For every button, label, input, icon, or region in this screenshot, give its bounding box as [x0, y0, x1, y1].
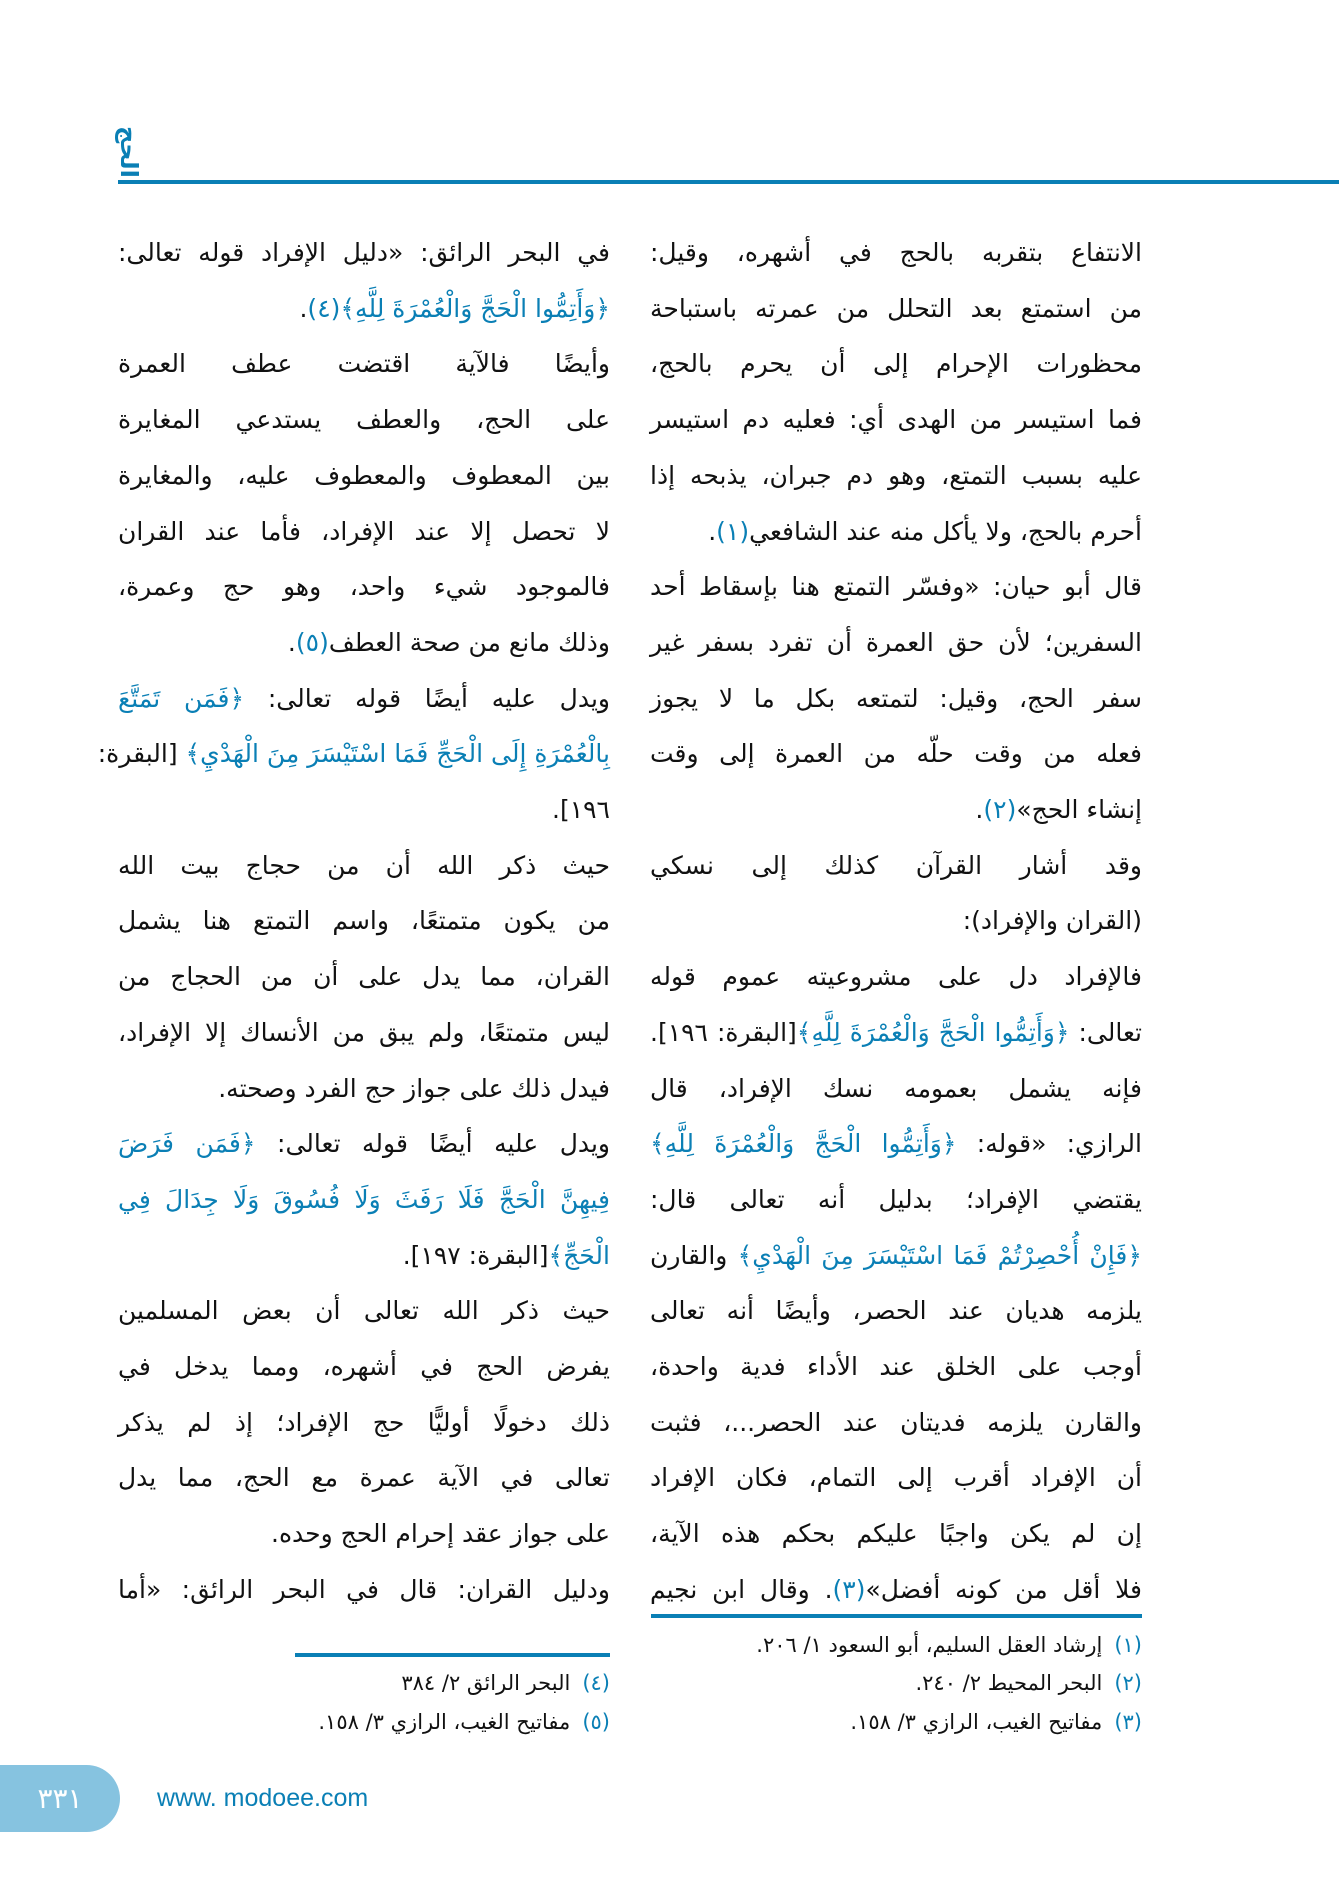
text-segment: ليس متمتعًا، ولم يبق من الأنساك إلا الإفراد،: [118, 1017, 610, 1047]
text-line: [118, 1283, 610, 1339]
text-segment: من استمتع بعد التحلل من عمرته باستباحة: [650, 293, 1142, 323]
footnote-number: (٢): [1114, 1671, 1142, 1695]
text-segment: ويدل عليه أيضًا قوله تعالى:: [244, 683, 610, 713]
text-line: [118, 1506, 610, 1562]
text-segment: فالإفراد دل على مشروعيته عموم قوله: [650, 962, 1142, 992]
text-segment: فما استيسر من الهدى أي: فعليه دم استيسر: [650, 405, 1142, 435]
text-line: [650, 448, 1142, 504]
text-segment: إن لم يكن واجبًا عليكم بحكم هذه الآية،: [650, 1519, 1142, 1549]
text-segment: قال أبو حيان: «وفسّر التمتع هنا بإسقاط أحد: [650, 572, 1142, 602]
text-segment: في البحر الرائق: «دليل الإفراد قوله تعالى:: [118, 238, 610, 267]
text-segment: إنشاء الحج»: [1016, 795, 1142, 824]
text-line: [650, 671, 1142, 727]
footnote-number: (٣): [1114, 1710, 1142, 1734]
quran-quote: ﴿فَمَن فَرَضَ: [118, 1129, 256, 1159]
text-line: [118, 838, 610, 894]
text-segment: القران، مما يدل على أن من الحجاج من: [118, 962, 610, 992]
text-line: [650, 559, 1142, 615]
footnote-text: مفاتيح الغيب، الرازي ٣/ ١٥٨.: [318, 1710, 571, 1734]
text-line: [650, 336, 1142, 392]
text-line: [118, 1061, 610, 1117]
footnote-divider-left: [295, 1653, 610, 1657]
quran-quote: (٢): [983, 795, 1017, 824]
text-line: [650, 1228, 1142, 1284]
text-line: [650, 1116, 1142, 1172]
text-segment: من يكون متمتعًا، واسم التمتع هنا يشمل: [118, 906, 610, 936]
text-segment: حيث ذكر الله تعالى أن بعض المسلمين: [118, 1296, 610, 1326]
text-segment: فالموجود شيء واحد، وهو حج وعمرة،: [118, 572, 610, 602]
text-segment: .: [708, 516, 717, 546]
text-line: [650, 1061, 1142, 1117]
text-line: [650, 726, 1142, 782]
text-line: [118, 893, 610, 949]
text-segment: أن الإفراد أقرب إلى التمام، فكان الإفراد: [650, 1463, 1142, 1493]
text-segment: أحرم بالحج، ولا يأكل منه عند الشافعي: [749, 516, 1142, 546]
text-line: [650, 1005, 1142, 1061]
text-line: [650, 893, 1142, 949]
text-line: [118, 949, 610, 1005]
footnote-text: البحر الرائق ٢/ ٣٨٤: [401, 1671, 571, 1695]
text-segment: الانتفاع بتقربه بالحج في أشهره، وقيل:: [650, 238, 1142, 267]
text-line: [118, 1005, 610, 1061]
text-segment: [البقرة: ١٩٦].: [650, 1017, 797, 1047]
footnote-divider-right: [651, 1614, 1142, 1618]
text-line: [650, 949, 1142, 1005]
text-line: [118, 615, 610, 671]
quran-quote: (٣): [832, 1574, 866, 1604]
quran-quote: (٥): [295, 627, 329, 657]
text-segment: سفر الحج، وقيل: لتمتعه بكل ما لا يجوز: [650, 683, 1142, 713]
text-segment: فعله من وقت حلّه من العمرة إلى وقت: [650, 739, 1142, 769]
text-segment: ويدل عليه أيضًا قوله تعالى:: [255, 1129, 611, 1159]
text-line: [97, 726, 610, 782]
text-segment: يقتضي الإفراد؛ بدليل أنه تعالى قال:: [650, 1184, 1142, 1214]
text-segment: فيدل ذلك على جواز حج الفرد وصحته.: [218, 1073, 610, 1103]
text-line: [650, 838, 1142, 894]
text-segment: ذلك دخولًا أوليًّا حج الإفراد؛ إذ لم يذكر: [118, 1407, 610, 1437]
header-divider: [118, 180, 1339, 184]
text-segment: محظورات الإحرام إلى أن يحرم بالحج،: [650, 349, 1142, 379]
text-segment: حيث ذكر الله أن من حجاج بيت الله: [118, 850, 610, 880]
text-segment: ١٩٦].: [552, 795, 610, 824]
text-line: [650, 1283, 1142, 1339]
footnote-text: مفاتيح الغيب، الرازي ٣/ ١٥٨.: [850, 1710, 1103, 1734]
text-segment: يفرض الحج في أشهره، ومما يدخل في: [118, 1352, 610, 1381]
text-segment: . وقال ابن نجيم: [650, 1574, 833, 1604]
quran-quote: ﴿فَإِنْ أُحْصِرْتُمْ فَمَا اسْتَيْسَرَ مِنَ الْهَدْيِ﴾: [737, 1240, 1142, 1270]
text-line: [118, 1395, 610, 1451]
text-line: [650, 1506, 1142, 1562]
quran-quote: ﴿فَمَن تَمَتَّعَ: [118, 683, 245, 713]
text-segment: وأيضًا فالآية اقتضت عطف العمرة: [118, 349, 610, 379]
text-line: [118, 281, 610, 337]
text-segment: .: [975, 795, 984, 824]
text-line: [118, 336, 610, 392]
text-line: [650, 281, 1142, 337]
footnote-text: إرشاد العقل السليم، أبو السعود ١/ ٢٠٦.: [756, 1633, 1103, 1657]
quran-quote: ﴿وَأَتِمُّوا الْحَجَّ وَالْعُمْرَةَ لِلَّهِ﴾: [796, 1017, 1070, 1047]
text-segment: وقد أشار القرآن كذلك إلى نسكي: [650, 850, 1142, 880]
text-line: [650, 225, 1142, 281]
text-line: [650, 1450, 1142, 1506]
footnote: [401, 1665, 610, 1701]
text-segment: فإنه يشمل بعمومه نسك الإفراد، قال: [650, 1073, 1142, 1103]
footnote-number: (٤): [582, 1671, 610, 1695]
text-segment: ودليل القران: قال في البحر الرائق: «أما: [118, 1574, 610, 1604]
text-line: [118, 671, 610, 727]
text-line: [118, 1172, 610, 1228]
quran-quote: فِيهِنَّ الْحَجَّ فَلَا رَفَثَ وَلَا فُسُوقَ وَلَا جِدَالَ فِي: [118, 1184, 610, 1214]
text-line: [118, 504, 610, 560]
text-line: [118, 392, 610, 448]
quran-quote: (٤): [307, 293, 341, 323]
quran-quote: بِالْعُمْرَةِ إِلَى الْحَجِّ فَمَا اسْتَيْسَرَ مِنَ الْهَدْيِ﴾: [185, 739, 610, 769]
text-line: [650, 1562, 1142, 1618]
text-segment: على جواز عقد إحرام الحج وحده.: [271, 1519, 610, 1549]
text-segment: فلا أقل من كونه أفضل»: [865, 1574, 1143, 1604]
footnote: [318, 1704, 610, 1740]
text-segment: [البقرة: ١٩٧].: [402, 1240, 549, 1270]
text-segment: .: [287, 627, 296, 657]
footnote: [850, 1704, 1142, 1740]
text-segment: والقارن: [650, 1240, 738, 1270]
text-line: [650, 1172, 1142, 1228]
text-segment: بين المعطوف والمعطوف عليه، والمغايرة: [118, 460, 610, 490]
text-segment: .: [299, 293, 308, 323]
footnote-number: (٥): [582, 1710, 610, 1734]
footnote: [915, 1665, 1142, 1701]
text-line: [118, 225, 610, 281]
footnote-text: البحر المحيط ٢/ ٢٤٠.: [915, 1671, 1103, 1695]
text-line: [118, 1116, 610, 1172]
website-link[interactable]: www. modoee.com: [157, 1784, 369, 1812]
text-line: [118, 559, 610, 615]
text-segment: (القران والإفراد):: [962, 906, 1142, 936]
text-line: [118, 1339, 610, 1395]
text-segment: وذلك مانع من صحة العطف: [328, 627, 610, 657]
text-line: [650, 392, 1142, 448]
text-line: [650, 1339, 1142, 1395]
text-segment: تعالى:: [1069, 1017, 1142, 1047]
text-segment: الرازي: «قوله:: [956, 1129, 1142, 1159]
page-number: ٣٣١: [0, 1765, 120, 1832]
text-line: [118, 448, 610, 504]
text-segment: السفرين؛ لأن حق العمرة أن تفرد بسفر غير: [650, 627, 1142, 657]
footnote-number: (١): [1114, 1633, 1142, 1657]
text-line: [650, 1395, 1142, 1451]
text-segment: [البقرة:: [97, 739, 186, 769]
text-segment: تعالى في الآية عمرة مع الحج، مما يدل: [118, 1463, 610, 1493]
text-segment: والقارن يلزمه فديتان عند الحصر...، فثبت: [650, 1407, 1142, 1437]
quran-quote: (١): [716, 516, 750, 546]
text-line: [118, 1562, 610, 1618]
text-line: [650, 615, 1142, 671]
text-segment: على الحج، والعطف يستدعي المغايرة: [118, 405, 610, 435]
quran-quote: ﴿وَأَتِمُّوا الْحَجَّ وَالْعُمْرَةَ لِلَّهِ﴾: [340, 293, 610, 323]
text-segment: لا تحصل إلا عند الإفراد، فأما عند القران: [118, 516, 610, 546]
quran-quote: الْحَجِّ﴾: [548, 1240, 610, 1270]
footnote: [756, 1627, 1142, 1663]
text-line: [650, 782, 1142, 838]
text-segment: أوجب على الخلق عند الأداء فدية واحدة،: [650, 1352, 1142, 1381]
chapter-title: الحج: [115, 126, 143, 178]
quran-quote: ﴿وَأَتِمُّوا الْحَجَّ وَالْعُمْرَةَ لِلَّهِ﴾: [650, 1129, 957, 1159]
text-line: [650, 504, 1142, 560]
text-line: [118, 1228, 610, 1284]
text-line: [118, 1450, 610, 1506]
text-segment: يلزمه هديان عند الحصر، وأيضًا أنه تعالى: [650, 1296, 1142, 1326]
text-line: [118, 782, 610, 838]
text-segment: عليه بسبب التمتع، وهو دم جبران، يذبحه إذا: [650, 460, 1142, 490]
